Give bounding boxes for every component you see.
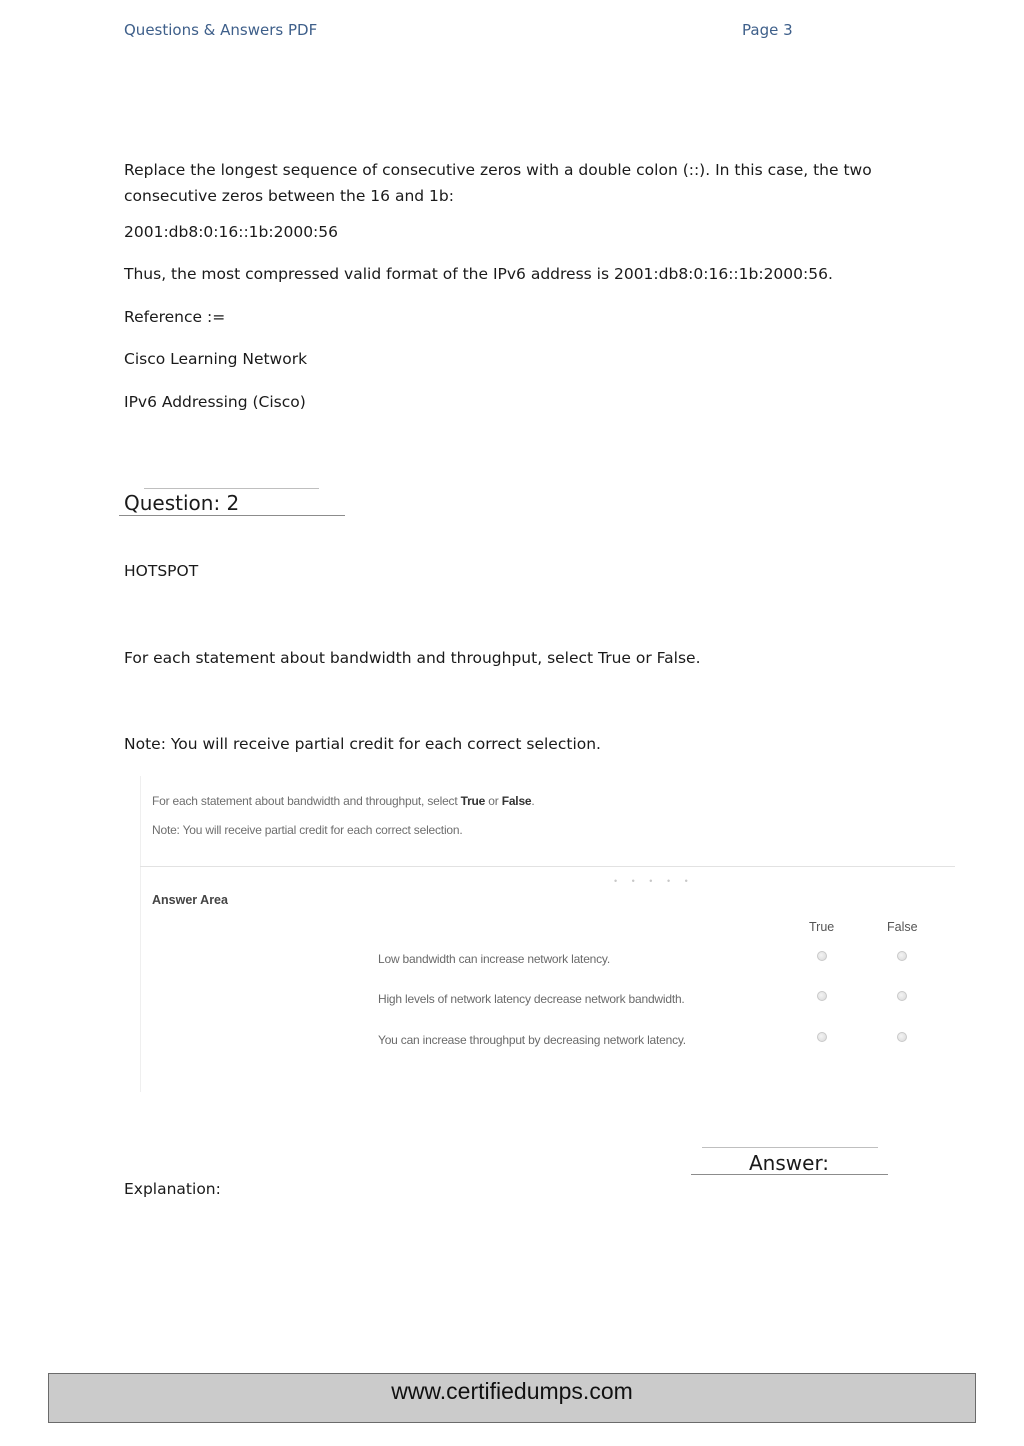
- hotspot-period: .: [531, 794, 535, 808]
- reference-item: IPv6 Addressing (Cisco): [124, 393, 306, 411]
- question-note: Note: You will receive partial credit for each correct selection.: [124, 735, 601, 753]
- hotspot-false-word: False: [501, 794, 532, 808]
- footer-bar: [48, 1373, 976, 1423]
- hotspot-instruction: [152, 794, 535, 808]
- hotspot-dots: • • • • •: [614, 876, 694, 886]
- statement-1-true-radio[interactable]: [817, 951, 827, 961]
- hotspot-true-word: True: [460, 794, 486, 808]
- statement-1: Low bandwidth can increase network latency.: [378, 952, 610, 966]
- answer-bottom-rule: [691, 1174, 888, 1175]
- answer-area-title: Answer Area: [152, 893, 228, 907]
- statement-3-true-radio[interactable]: [817, 1032, 827, 1042]
- statement-1-false-radio[interactable]: [897, 951, 907, 961]
- hotspot-left-edge: [140, 776, 141, 1092]
- question-bottom-rule: [119, 515, 345, 516]
- hotspot-or-word: or: [485, 794, 502, 808]
- statement-3-false-radio[interactable]: [897, 1032, 907, 1042]
- hotspot-note: Note: You will receive partial credit for each correct selection.: [152, 823, 463, 837]
- question-top-rule: [144, 488, 319, 489]
- reference-item: Cisco Learning Network: [124, 350, 308, 368]
- statement-2-true-radio[interactable]: [817, 991, 827, 1001]
- column-false: False: [887, 920, 918, 934]
- answer-top-rule: [702, 1147, 878, 1148]
- explanation-conclusion: Thus, the most compressed valid format of the IPv6 address is 2001:db8:0:16::1b:2000:56.: [124, 265, 833, 283]
- hotspot-separator: [140, 866, 955, 867]
- page-number: Page 3: [742, 21, 793, 39]
- column-true: True: [809, 920, 835, 934]
- hotspot-image: [140, 776, 955, 1092]
- question-type: HOTSPOT: [124, 562, 199, 580]
- answer-label: Answer:: [749, 1151, 830, 1175]
- hotspot-instruction-text: For each statement about bandwidth and throughput, select: [152, 794, 461, 808]
- explanation-line-1: Replace the longest sequence of consecutive zeros with a double colon (::). In this case, the two: [124, 161, 872, 179]
- statement-2: High levels of network latency decrease network bandwidth.: [378, 992, 685, 1006]
- explanation-line-2: consecutive zeros between the 16 and 1b:: [124, 187, 454, 205]
- statement-2-false-radio[interactable]: [897, 991, 907, 1001]
- footer-url[interactable]: www.certifiedumps.com: [391, 1378, 633, 1404]
- explanation-label: Explanation:: [124, 1180, 221, 1198]
- statement-3: You can increase throughput by decreasing network latency.: [378, 1033, 686, 1047]
- question-heading: Question: 2: [124, 491, 240, 515]
- header-title: Questions & Answers PDF: [124, 21, 318, 39]
- reference-label: Reference :=: [124, 308, 226, 326]
- question-instruction: For each statement about bandwidth and throughput, select True or False.: [124, 649, 701, 667]
- compressed-address: 2001:db8:0:16::1b:2000:56: [124, 223, 338, 241]
